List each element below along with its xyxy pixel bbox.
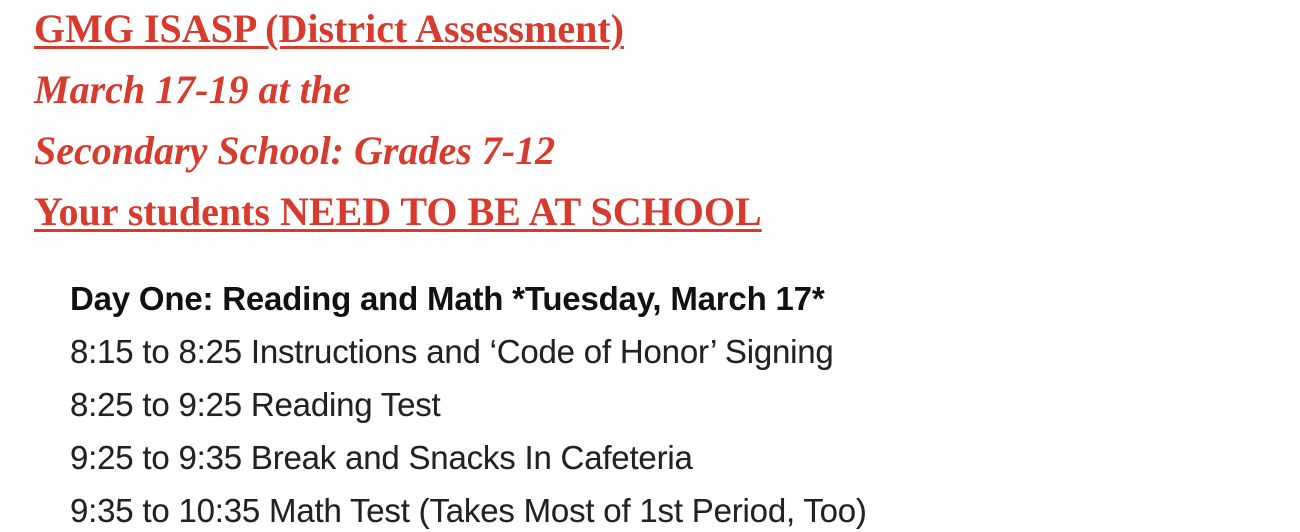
schedule-item: 9:35 to 10:35 Math Test (Takes Most of 1st Period, Too) [70,492,867,529]
schedule-item: 8:25 to 9:25 Reading Test [70,386,441,423]
assessment-location-grades: Secondary School: Grades 7-12 [34,128,556,173]
assessment-title: GMG ISASP (District Assessment) [34,6,624,51]
schedule-item: 9:25 to 9:35 Break and Snacks In Cafeteria [70,439,693,476]
schedule-title: Day One: Reading and Math *Tuesday, March 17* [70,280,825,317]
attendance-notice: Your students NEED TO BE AT SCHOOL [34,189,762,234]
schedule-item: 8:15 to 8:25 Instructions and ‘Code of Honor’ Signing [70,333,834,370]
day-one-schedule [70,272,1270,532]
announcement-header [34,0,1274,242]
assessment-dates: March 17-19 at the [34,67,351,112]
